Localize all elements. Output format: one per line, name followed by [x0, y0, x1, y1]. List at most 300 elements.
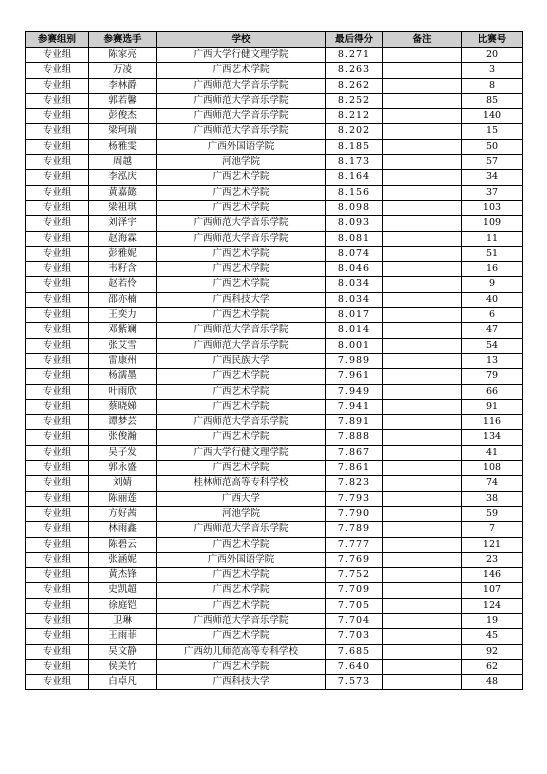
cell-contestant: 陈碧云	[89, 537, 157, 552]
cell-entry-number: 62	[462, 659, 523, 674]
cell-remarks	[383, 552, 462, 567]
table-row	[26, 292, 523, 307]
cell-final-score: 7.891	[326, 415, 383, 430]
cell-final-score: 7.685	[326, 644, 383, 659]
cell-remarks	[383, 200, 462, 215]
table-row	[26, 155, 523, 170]
cell-contestant: 赵海霖	[89, 231, 157, 246]
cell-contestant: 杨濡墨	[89, 369, 157, 384]
cell-contestant: 李林爵	[89, 78, 157, 93]
header-remarks: 备注	[383, 32, 462, 48]
cell-remarks	[383, 461, 462, 476]
results-sheet	[25, 31, 523, 690]
cell-entry-number: 3	[462, 63, 523, 78]
table-row	[26, 415, 523, 430]
cell-final-score: 7.789	[326, 522, 383, 537]
cell-remarks	[383, 308, 462, 323]
cell-entry-number: 8	[462, 78, 523, 93]
table-row	[26, 583, 523, 598]
table-row	[26, 399, 523, 414]
cell-group: 专业组	[26, 93, 89, 108]
cell-remarks	[383, 659, 462, 674]
cell-school: 广西外国语学院	[157, 552, 326, 567]
table-row	[26, 48, 523, 63]
cell-contestant: 张涵妮	[89, 552, 157, 567]
cell-school: 广西师范大学音乐学院	[157, 93, 326, 108]
cell-entry-number: 7	[462, 522, 523, 537]
results-table	[25, 31, 523, 690]
cell-entry-number: 79	[462, 369, 523, 384]
cell-remarks	[383, 277, 462, 292]
cell-contestant: 陈丽莲	[89, 491, 157, 506]
cell-final-score: 7.752	[326, 568, 383, 583]
table-row	[26, 231, 523, 246]
table-row	[26, 200, 523, 215]
cell-entry-number: 74	[462, 476, 523, 491]
table-row	[26, 644, 523, 659]
cell-entry-number: 85	[462, 93, 523, 108]
cell-remarks	[383, 185, 462, 200]
cell-school: 广西艺术学院	[157, 200, 326, 215]
cell-group: 专业组	[26, 246, 89, 261]
results-body	[26, 48, 523, 690]
cell-school: 广西艺术学院	[157, 399, 326, 414]
cell-contestant: 吴文静	[89, 644, 157, 659]
cell-school: 广西科技大学	[157, 675, 326, 690]
table-row	[26, 476, 523, 491]
cell-school: 广西师范大学音乐学院	[157, 109, 326, 124]
cell-final-score: 7.793	[326, 491, 383, 506]
cell-contestant: 方好茜	[89, 506, 157, 521]
cell-school: 广西艺术学院	[157, 461, 326, 476]
cell-group: 专业组	[26, 109, 89, 124]
cell-school: 广西师范大学音乐学院	[157, 216, 326, 231]
cell-entry-number: 91	[462, 399, 523, 414]
cell-final-score: 8.014	[326, 323, 383, 338]
cell-remarks	[383, 568, 462, 583]
cell-school: 广西师范大学音乐学院	[157, 522, 326, 537]
header-school: 学校	[157, 32, 326, 48]
table-row	[26, 613, 523, 628]
cell-contestant: 杨雅雯	[89, 139, 157, 154]
cell-remarks	[383, 155, 462, 170]
cell-remarks	[383, 522, 462, 537]
cell-group: 专业组	[26, 124, 89, 139]
cell-contestant: 卫琳	[89, 613, 157, 628]
cell-contestant: 万凌	[89, 63, 157, 78]
cell-school: 广西艺术学院	[157, 629, 326, 644]
cell-entry-number: 66	[462, 384, 523, 399]
cell-contestant: 陈家亮	[89, 48, 157, 63]
cell-school: 广西师范大学音乐学院	[157, 231, 326, 246]
cell-entry-number: 11	[462, 231, 523, 246]
cell-contestant: 白卓凡	[89, 675, 157, 690]
cell-entry-number: 51	[462, 246, 523, 261]
cell-contestant: 林雨鑫	[89, 522, 157, 537]
cell-contestant: 邵亦楠	[89, 292, 157, 307]
cell-final-score: 7.989	[326, 353, 383, 368]
cell-final-score: 7.790	[326, 506, 383, 521]
table-row	[26, 522, 523, 537]
header-entry-number: 比赛号	[462, 32, 523, 48]
cell-school: 广西艺术学院	[157, 262, 326, 277]
table-row	[26, 308, 523, 323]
cell-contestant: 刘泽宇	[89, 216, 157, 231]
cell-contestant: 梁祖琪	[89, 200, 157, 215]
cell-final-score: 8.001	[326, 338, 383, 353]
cell-school: 广西艺术学院	[157, 63, 326, 78]
cell-school: 广西大学行健文理学院	[157, 445, 326, 460]
cell-remarks	[383, 399, 462, 414]
table-row	[26, 629, 523, 644]
cell-entry-number: 140	[462, 109, 523, 124]
cell-remarks	[383, 537, 462, 552]
cell-group: 专业组	[26, 476, 89, 491]
cell-entry-number: 15	[462, 124, 523, 139]
table-row	[26, 139, 523, 154]
cell-remarks	[383, 93, 462, 108]
cell-entry-number: 23	[462, 552, 523, 567]
cell-school: 广西艺术学院	[157, 568, 326, 583]
table-row	[26, 369, 523, 384]
cell-contestant: 张俊瀚	[89, 430, 157, 445]
header-group: 参赛组别	[26, 32, 89, 48]
table-row	[26, 124, 523, 139]
cell-entry-number: 116	[462, 415, 523, 430]
cell-final-score: 8.017	[326, 308, 383, 323]
cell-contestant: 谭梦芸	[89, 415, 157, 430]
cell-school: 广西大学行健文理学院	[157, 48, 326, 63]
cell-group: 专业组	[26, 338, 89, 353]
cell-remarks	[383, 445, 462, 460]
cell-group: 专业组	[26, 384, 89, 399]
cell-final-score: 7.861	[326, 461, 383, 476]
table-row	[26, 461, 523, 476]
cell-group: 专业组	[26, 308, 89, 323]
cell-group: 专业组	[26, 445, 89, 460]
cell-entry-number: 146	[462, 568, 523, 583]
cell-remarks	[383, 109, 462, 124]
cell-group: 专业组	[26, 461, 89, 476]
cell-entry-number: 9	[462, 277, 523, 292]
cell-final-score: 8.046	[326, 262, 383, 277]
cell-final-score: 7.703	[326, 629, 383, 644]
cell-remarks	[383, 292, 462, 307]
cell-entry-number: 16	[462, 262, 523, 277]
table-row	[26, 185, 523, 200]
cell-contestant: 赵若伶	[89, 277, 157, 292]
cell-final-score: 8.074	[326, 246, 383, 261]
header-row	[26, 32, 523, 48]
cell-entry-number: 57	[462, 155, 523, 170]
cell-final-score: 8.093	[326, 216, 383, 231]
cell-school: 河池学院	[157, 506, 326, 521]
cell-group: 专业组	[26, 63, 89, 78]
cell-group: 专业组	[26, 568, 89, 583]
cell-group: 专业组	[26, 231, 89, 246]
cell-entry-number: 108	[462, 461, 523, 476]
cell-group: 专业组	[26, 139, 89, 154]
table-row	[26, 63, 523, 78]
cell-group: 专业组	[26, 277, 89, 292]
table-row	[26, 445, 523, 460]
cell-entry-number: 45	[462, 629, 523, 644]
cell-group: 专业组	[26, 415, 89, 430]
cell-group: 专业组	[26, 323, 89, 338]
cell-final-score: 7.777	[326, 537, 383, 552]
cell-school: 广西师范大学音乐学院	[157, 338, 326, 353]
cell-school: 河池学院	[157, 155, 326, 170]
cell-entry-number: 107	[462, 583, 523, 598]
cell-group: 专业组	[26, 644, 89, 659]
cell-contestant: 吴子发	[89, 445, 157, 460]
cell-school: 广西师范大学音乐学院	[157, 613, 326, 628]
cell-remarks	[383, 491, 462, 506]
table-row	[26, 246, 523, 261]
cell-final-score: 7.867	[326, 445, 383, 460]
table-row	[26, 323, 523, 338]
cell-school: 广西艺术学院	[157, 170, 326, 185]
table-row	[26, 353, 523, 368]
cell-final-score: 7.941	[326, 399, 383, 414]
cell-contestant: 郭若馨	[89, 93, 157, 108]
cell-entry-number: 19	[462, 613, 523, 628]
cell-final-score: 7.769	[326, 552, 383, 567]
table-row	[26, 277, 523, 292]
cell-school: 广西艺术学院	[157, 277, 326, 292]
cell-final-score: 8.202	[326, 124, 383, 139]
cell-entry-number: 121	[462, 537, 523, 552]
cell-contestant: 李泓庆	[89, 170, 157, 185]
table-row	[26, 430, 523, 445]
cell-group: 专业组	[26, 537, 89, 552]
table-row	[26, 93, 523, 108]
cell-remarks	[383, 338, 462, 353]
table-row	[26, 170, 523, 185]
cell-final-score: 8.252	[326, 93, 383, 108]
cell-entry-number: 92	[462, 644, 523, 659]
cell-school: 广西艺术学院	[157, 308, 326, 323]
cell-remarks	[383, 415, 462, 430]
cell-remarks	[383, 629, 462, 644]
cell-school: 广西艺术学院	[157, 384, 326, 399]
cell-entry-number: 37	[462, 185, 523, 200]
cell-entry-number: 13	[462, 353, 523, 368]
cell-contestant: 彭雅妮	[89, 246, 157, 261]
cell-entry-number: 48	[462, 675, 523, 690]
cell-contestant: 郭永盛	[89, 461, 157, 476]
cell-group: 专业组	[26, 552, 89, 567]
cell-contestant: 侯美竹	[89, 659, 157, 674]
table-row	[26, 675, 523, 690]
cell-remarks	[383, 262, 462, 277]
table-row	[26, 659, 523, 674]
cell-group: 专业组	[26, 659, 89, 674]
cell-group: 专业组	[26, 292, 89, 307]
cell-school: 广西师范大学音乐学院	[157, 323, 326, 338]
cell-school: 广西外国语学院	[157, 139, 326, 154]
cell-school: 广西艺术学院	[157, 430, 326, 445]
cell-entry-number: 40	[462, 292, 523, 307]
cell-final-score: 8.081	[326, 231, 383, 246]
cell-entry-number: 103	[462, 200, 523, 215]
cell-school: 广西民族大学	[157, 353, 326, 368]
cell-group: 专业组	[26, 185, 89, 200]
cell-school: 广西艺术学院	[157, 537, 326, 552]
cell-remarks	[383, 613, 462, 628]
cell-remarks	[383, 323, 462, 338]
cell-contestant: 叶雨欣	[89, 384, 157, 399]
cell-final-score: 8.212	[326, 109, 383, 124]
cell-final-score: 8.185	[326, 139, 383, 154]
cell-contestant: 王奕力	[89, 308, 157, 323]
cell-contestant: 黄杰锋	[89, 568, 157, 583]
cell-remarks	[383, 598, 462, 613]
cell-remarks	[383, 246, 462, 261]
cell-remarks	[383, 369, 462, 384]
cell-school: 广西大学	[157, 491, 326, 506]
cell-group: 专业组	[26, 155, 89, 170]
cell-entry-number: 47	[462, 323, 523, 338]
table-row	[26, 216, 523, 231]
cell-remarks	[383, 231, 462, 246]
cell-contestant: 邓紫斓	[89, 323, 157, 338]
cell-group: 专业组	[26, 506, 89, 521]
cell-contestant: 刘婧	[89, 476, 157, 491]
cell-group: 专业组	[26, 353, 89, 368]
table-row	[26, 598, 523, 613]
cell-entry-number: 59	[462, 506, 523, 521]
cell-school: 广西艺术学院	[157, 583, 326, 598]
cell-group: 专业组	[26, 200, 89, 215]
cell-group: 专业组	[26, 613, 89, 628]
cell-remarks	[383, 384, 462, 399]
cell-school: 广西艺术学院	[157, 369, 326, 384]
table-row	[26, 338, 523, 353]
cell-entry-number: 20	[462, 48, 523, 63]
cell-group: 专业组	[26, 598, 89, 613]
cell-school: 广西幼儿师范高等专科学校	[157, 644, 326, 659]
cell-entry-number: 6	[462, 308, 523, 323]
cell-contestant: 周越	[89, 155, 157, 170]
cell-contestant: 韦籽含	[89, 262, 157, 277]
cell-final-score: 7.961	[326, 369, 383, 384]
cell-group: 专业组	[26, 522, 89, 537]
cell-group: 专业组	[26, 78, 89, 93]
cell-contestant: 史凯超	[89, 583, 157, 598]
cell-final-score: 7.888	[326, 430, 383, 445]
cell-final-score: 7.573	[326, 675, 383, 690]
cell-group: 专业组	[26, 491, 89, 506]
cell-remarks	[383, 170, 462, 185]
cell-remarks	[383, 216, 462, 231]
cell-entry-number: 50	[462, 139, 523, 154]
cell-group: 专业组	[26, 262, 89, 277]
cell-entry-number: 134	[462, 430, 523, 445]
cell-contestant: 雷康州	[89, 353, 157, 368]
cell-remarks	[383, 476, 462, 491]
cell-final-score: 8.034	[326, 292, 383, 307]
cell-remarks	[383, 644, 462, 659]
cell-contestant: 王雨菲	[89, 629, 157, 644]
cell-school: 广西艺术学院	[157, 598, 326, 613]
cell-final-score: 7.949	[326, 384, 383, 399]
cell-final-score: 7.709	[326, 583, 383, 598]
cell-entry-number: 54	[462, 338, 523, 353]
cell-final-score: 8.263	[326, 63, 383, 78]
cell-final-score: 7.704	[326, 613, 383, 628]
cell-final-score: 7.823	[326, 476, 383, 491]
cell-final-score: 8.262	[326, 78, 383, 93]
cell-group: 专业组	[26, 216, 89, 231]
cell-school: 广西师范大学音乐学院	[157, 78, 326, 93]
table-row	[26, 552, 523, 567]
cell-school: 广西师范大学音乐学院	[157, 124, 326, 139]
cell-group: 专业组	[26, 399, 89, 414]
cell-entry-number: 124	[462, 598, 523, 613]
cell-school: 广西艺术学院	[157, 185, 326, 200]
cell-group: 专业组	[26, 369, 89, 384]
cell-remarks	[383, 675, 462, 690]
cell-group: 专业组	[26, 170, 89, 185]
cell-remarks	[383, 430, 462, 445]
cell-school: 广西师范大学音乐学院	[157, 415, 326, 430]
table-row	[26, 262, 523, 277]
cell-group: 专业组	[26, 583, 89, 598]
cell-contestant: 黄嘉懿	[89, 185, 157, 200]
header-contestant: 参赛选手	[89, 32, 157, 48]
cell-final-score: 8.173	[326, 155, 383, 170]
cell-school: 广西科技大学	[157, 292, 326, 307]
cell-remarks	[383, 48, 462, 63]
cell-final-score: 8.098	[326, 200, 383, 215]
cell-remarks	[383, 583, 462, 598]
cell-remarks	[383, 139, 462, 154]
cell-final-score: 7.640	[326, 659, 383, 674]
header-final-score: 最后得分	[326, 32, 383, 48]
cell-contestant: 张艾雪	[89, 338, 157, 353]
cell-final-score: 8.156	[326, 185, 383, 200]
cell-contestant: 徐庭铠	[89, 598, 157, 613]
cell-remarks	[383, 506, 462, 521]
cell-contestant: 彭俊杰	[89, 109, 157, 124]
cell-entry-number: 41	[462, 445, 523, 460]
cell-remarks	[383, 63, 462, 78]
cell-remarks	[383, 353, 462, 368]
cell-school: 桂林师范高等专科学校	[157, 476, 326, 491]
cell-final-score: 7.705	[326, 598, 383, 613]
table-row	[26, 568, 523, 583]
cell-group: 专业组	[26, 48, 89, 63]
table-row	[26, 78, 523, 93]
table-row	[26, 506, 523, 521]
table-row	[26, 109, 523, 124]
table-row	[26, 491, 523, 506]
cell-entry-number: 34	[462, 170, 523, 185]
cell-contestant: 梁珂瑞	[89, 124, 157, 139]
cell-final-score: 8.164	[326, 170, 383, 185]
cell-final-score: 8.034	[326, 277, 383, 292]
cell-group: 专业组	[26, 629, 89, 644]
table-row	[26, 537, 523, 552]
cell-final-score: 8.271	[326, 48, 383, 63]
table-row	[26, 384, 523, 399]
cell-remarks	[383, 78, 462, 93]
cell-group: 专业组	[26, 430, 89, 445]
cell-contestant: 蔡晓娣	[89, 399, 157, 414]
cell-school: 广西艺术学院	[157, 659, 326, 674]
cell-group: 专业组	[26, 675, 89, 690]
